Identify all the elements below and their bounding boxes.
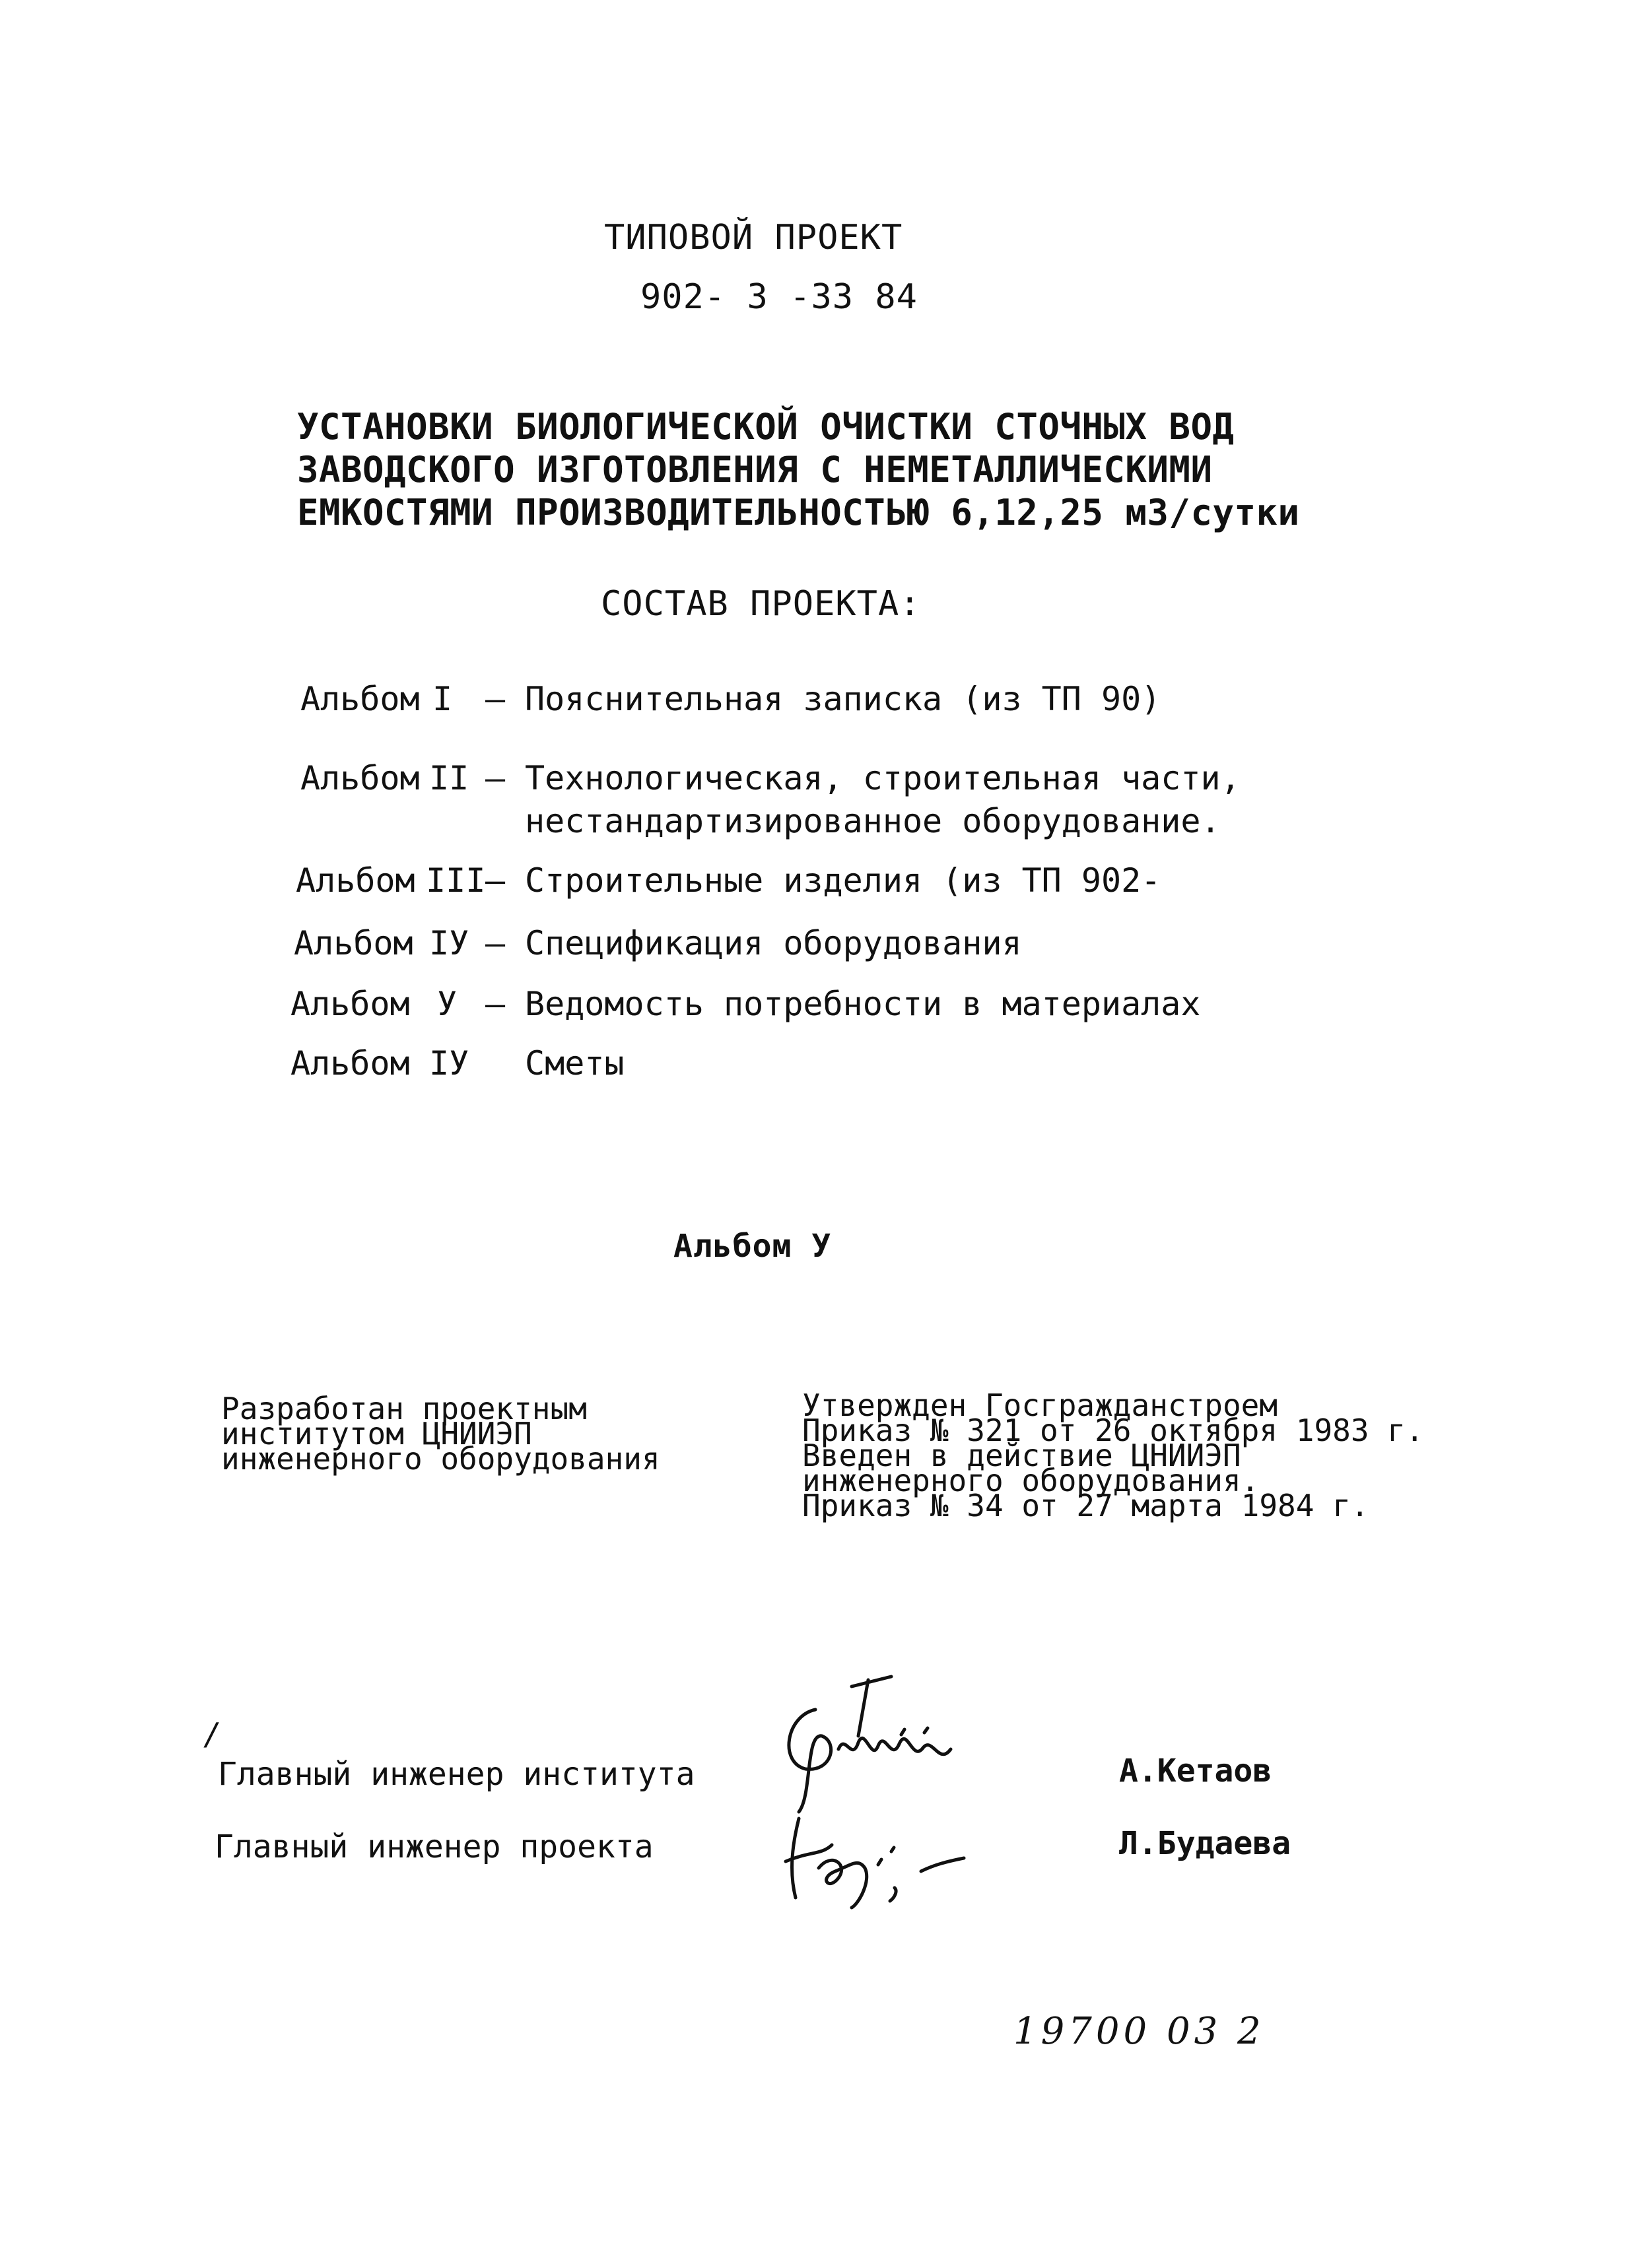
- album-text: Сметы: [525, 1044, 625, 1083]
- album-number: IУ: [429, 1044, 469, 1083]
- signature-role-2: Главный инженер проекта: [215, 1828, 654, 1865]
- title-line-3: ЕМКОСТЯМИ ПРОИЗВОДИТЕЛЬНОСТЬЮ 6,12,25 м3/сутки: [297, 492, 1300, 533]
- signature-name-1: А.Кетаов: [1119, 1752, 1272, 1789]
- tick-mark: /: [203, 1716, 222, 1752]
- developer-line-2: институтом ЦНИИЭП: [221, 1416, 532, 1451]
- current-album: Альбом У: [673, 1228, 832, 1265]
- album-label: Альбом: [290, 985, 410, 1023]
- developer-line-1: Разработан проектным: [221, 1391, 587, 1426]
- title-line-2: ЗАВОДСКОГО ИЗГОТОВЛЕНИЯ С НЕМЕТАЛЛИЧЕСКИМИ: [297, 449, 1213, 490]
- album-label: Альбом: [300, 759, 420, 797]
- archive-number: 19700 03 2: [1013, 2010, 1265, 2053]
- album-dash: –: [485, 680, 506, 718]
- approval-line-2: Приказ № 321 от 26 октября 1983 г.: [802, 1413, 1424, 1448]
- album-text: Технологическая, строительная части,: [525, 759, 1241, 797]
- signature-name-2: Л.Будаева: [1119, 1825, 1291, 1862]
- album-text-continued: нестандартизированное оборудование.: [525, 802, 1221, 840]
- album-text: Спецификация оборудования: [525, 924, 1022, 962]
- approval-line-4: инженерного оборудования.: [802, 1463, 1260, 1498]
- album-label: Альбом: [300, 680, 420, 718]
- album-label: Альбом: [296, 861, 415, 900]
- album-text: Пояснительная записка (из ТП 90): [525, 680, 1161, 718]
- album-dash: –: [485, 861, 506, 900]
- album-number: IУ: [429, 924, 469, 962]
- project-number: 902- 3 -33 84: [640, 277, 918, 317]
- album-text: Строительные изделия (из ТП 902-: [525, 861, 1161, 900]
- composition-heading: СОСТАВ ПРОЕКТА:: [601, 584, 921, 624]
- doc-type: ТИПОВОЙ ПРОЕКТ: [604, 218, 903, 257]
- handwritten-signature-1: [759, 1663, 997, 1815]
- album-number: III: [426, 861, 486, 900]
- album-text: Ведомость потребности в материалах: [525, 985, 1201, 1023]
- album-number: I: [432, 680, 453, 718]
- approval-line-5: Приказ № 34 от 27 марта 1984 г.: [802, 1488, 1369, 1523]
- developer-line-3: инженерного оборудования: [221, 1441, 660, 1477]
- album-dash: –: [485, 759, 506, 797]
- album-dash: –: [485, 924, 506, 962]
- approval-line-3: Введен в действие ЦНИИЭП: [802, 1438, 1241, 1473]
- album-number: У: [437, 985, 458, 1023]
- album-label: Альбом: [290, 1044, 410, 1083]
- title-line-1: УСТАНОВКИ БИОЛОГИЧЕСКОЙ ОЧИСТКИ СТОЧНЫХ ВОД: [297, 406, 1235, 448]
- album-number: II: [429, 759, 469, 797]
- approval-line-1: Утвержден Госгражданстроем: [802, 1387, 1278, 1423]
- signature-role-1: Главный инженер института: [218, 1756, 695, 1793]
- handwritten-signature-2: [772, 1805, 990, 1911]
- album-dash: –: [485, 985, 506, 1023]
- album-label: Альбом: [294, 924, 413, 962]
